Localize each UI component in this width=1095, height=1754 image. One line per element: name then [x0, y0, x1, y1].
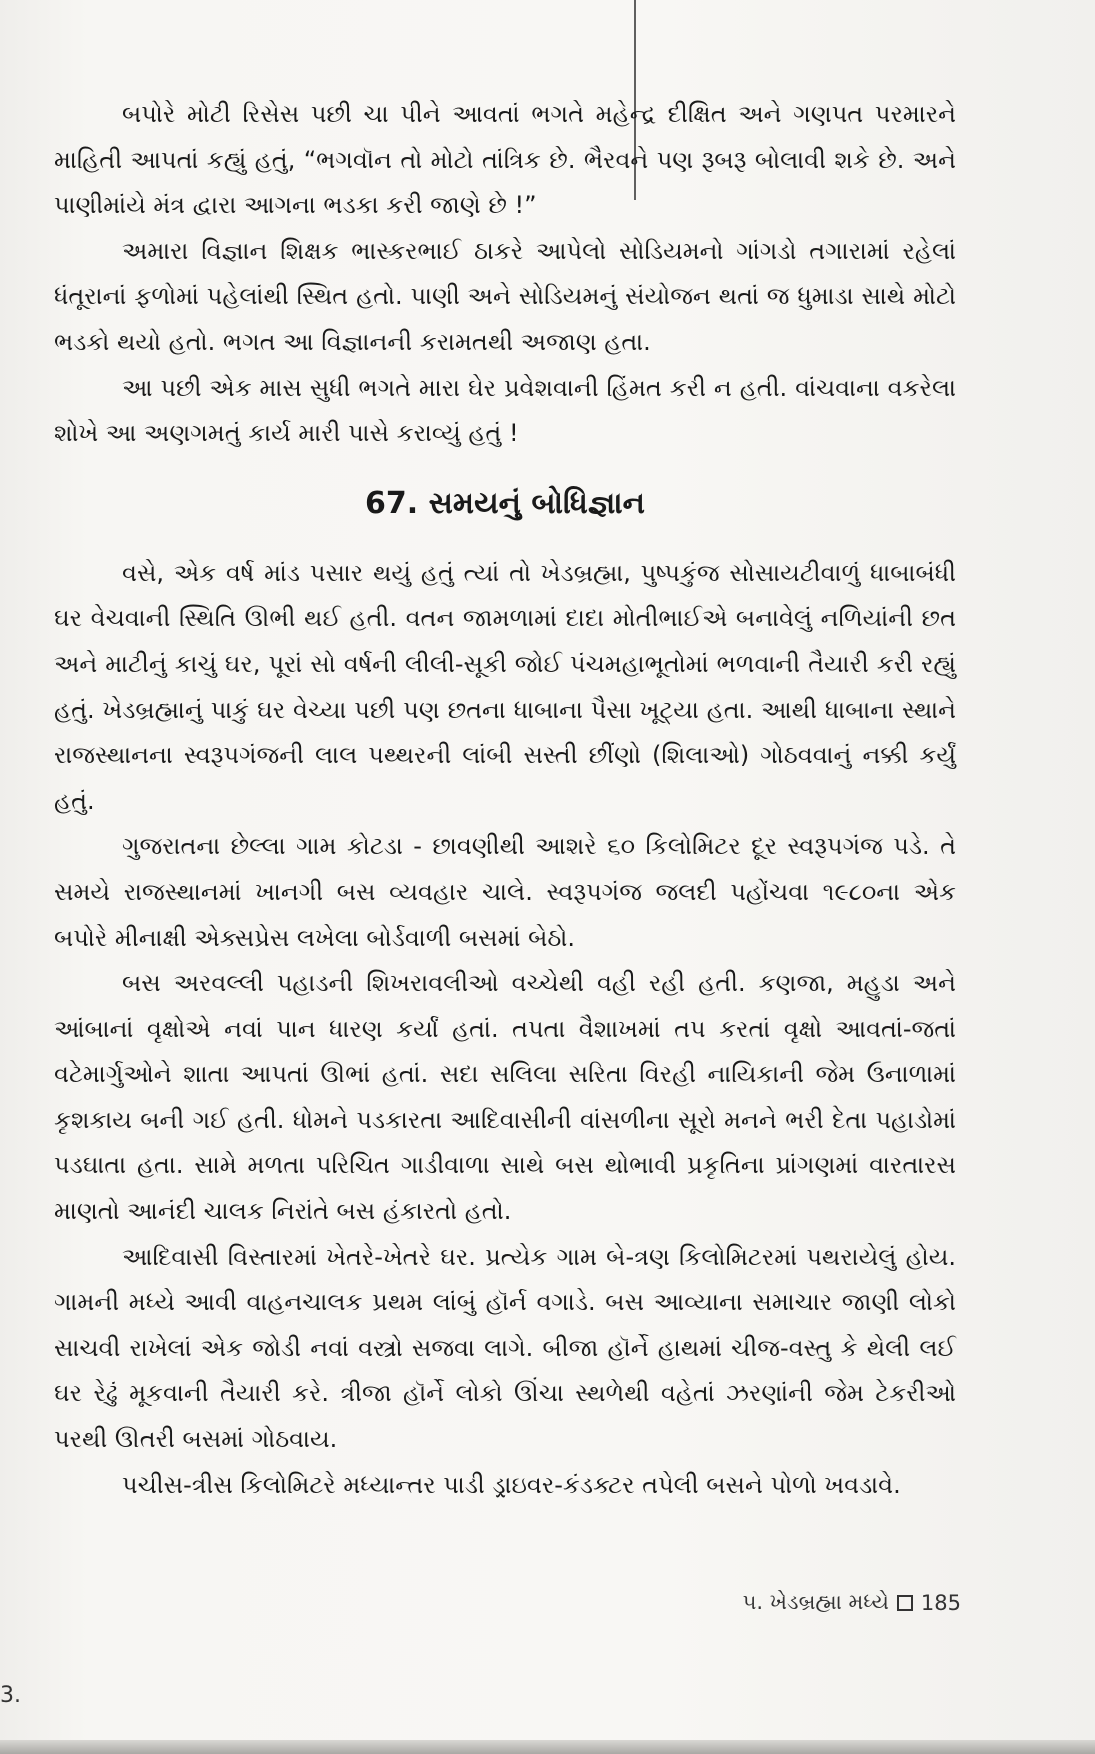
paragraph-8: પચીસ-ત્રીસ કિલોમિટરે મધ્યાન્તર પાડી ડ્રાઇવર-કંડક્ટર તપેલી બસને પોળો ખવડાવે.: [122, 1470, 901, 1499]
paragraph-3: આ પછી એક માસ સુધી ભગતે મારા ઘેર પ્રવેશવાની હિંમત કરી ન હતી. વાંચવાના વકરેલા શોખે આ અણગમતું કાર્ય મારી પાસે કરાવ્યું હતું !: [54, 373, 956, 448]
corner-mark: 3.: [0, 1683, 21, 1708]
page-number: 185: [920, 1590, 961, 1615]
paragraph-2: અમારા વિજ્ઞાન શિક્ષક ભાસ્કરભાઈ ઠાકરે આપેલો સોડિયમનો ગાંગડો તગારામાં રહેલાં ધંતૂરાનાં ફળોમાં પહેલાંથી સ્થિત હતો. પાણી અને સોડિયમનું સંયોજન થતાં જ ધુમાડા સાથે મોટો ભડકો થયો હતો. ભગત આ વિજ્ઞાનની કરામતથી અજાણ હતા.: [54, 236, 956, 356]
paragraph-1: બપોરે મોટી રિસેસ પછી ચા પીને આવતાં ભગતે મહેન્દ્ર દીક્ષિત અને ગણપત પરમારને માહિતી આપતાં કહ્યું હતું, “ભગવૉન તો મોટો તાંત્રિક છે. ભૈરવને પણ રૂબરૂ બોલાવી શકે છે. અને પાણીમાંયે મંત્ર દ્વારા આગના ભડકા કરી જાણે છે !”: [54, 100, 956, 220]
paragraph-6: બસ અરવલ્લી પહાડની શિખરાવલીઓ વચ્ચેથી વહી રહી હતી. કણજા, મહુડા અને આંબાનાં વૃક્ષોએ નવાં પાન ધારણ કર્યાં હતાં. તપતા વૈશાખમાં તપ કરતાં વૃક્ષો આવતાં-જતાં વટેમાર્ગુઓને શાતા આપતાં ઊભાં હતાં. સદા સલિલા સરિતા વિરહી નાયિકાની જેમ ઉનાળામાં કૃશકાય બની ગઈ હતી. ધોમને પડકારતા આદિવાસીની વાંસળીના સૂરો મનને ભરી દેતા પહાડોમાં પડઘાતા હતા. સામે મળતા પરિચિત ગાડીવાળા સાથે બસ થોભાવી પ્રકૃતિના પ્રાંગણમાં વારતારસ માણતો આનંદી ચાલક નિરાંતે બસ હંકારતો હતો.: [54, 969, 956, 1226]
page-body: [54, 92, 956, 1508]
paragraph-7: આદિવાસી વિસ્તારમાં ખેતરે-ખેતરે ઘર. પ્રત્યેક ગામ બે-ત્રણ કિલોમિટરમાં પથરાયેલું હોય. ગામની મધ્યે આવી વાહનચાલક પ્રથમ લાંબું હૉર્ન વગાડે. બસ આવ્યાના સમાચાર જાણી લોકો સાચવી રાખેલાં એક જોડી નવાં વસ્ત્રો સજવા લાગે. બીજા હૉર્ને હાથમાં ચીજ-વસ્તુ કે થેલી લઈ ઘર રેઢું મૂકવાની તૈયારી કરે. ત્રીજા હૉર્ને લોકો ઊંચા સ્થળેથી વહેતાં ઝરણાંની જેમ ટેકરીઓ પરથી ઊતરી બસમાં ગોઠવાય.: [54, 1242, 956, 1454]
paragraph-4: વસે, એક વર્ષ માંડ પસાર થયું હતું ત્યાં તો ખેડબ્રહ્મા, પુષ્પકુંજ સોસાયટીવાળું ધાબાબંધી ઘર વેચવાની સ્થિતિ ઊભી થઈ હતી. વતન જામળામાં દાદા મોતીભાઈએ બનાવેલું નળિયાંની છત અને માટીનું કાચું ઘર, પૂરાં સો વર્ષની લીલી-સૂકી જોઈ પંચમહાભૂતોમાં ભળવાની તૈયારી કરી રહ્યું હતું. ખેડબ્રહ્માનું પાકું ઘર વેચ્યા પછી પણ છતના ધાબાના પૈસા ખૂટ્યા હતા. આથી ધાબાના સ્થાને રાજસ્થાનના સ્વરૂપગંજની લાલ પથ્થરની લાંબી સસ્તી છીંણો (શિલાઓ) ગોઠવવાનું નક્કી કર્યું હતું.: [54, 558, 956, 815]
square-box-icon: [897, 1595, 913, 1611]
page-bottom-edge: [0, 1740, 1095, 1754]
footer-chapter-title: ૫. ખેડબ્રહ્મા મધ્યે: [742, 1590, 889, 1614]
paragraph-5: ગુજરાતના છેલ્લા ગામ કોટડા - છાવણીથી આશરે ૬૦ કિલોમિટર દૂર સ્વરૂપગંજ પડે. તે સમયે રાજસ્થાનમાં ખાનગી બસ વ્યવહાર ચાલે. સ્વરૂપગંજ જલદી પહોંચવા ૧૯૮૦ના એક બપોરે મીનાક્ષી એક્સપ્રેસ લખેલા બોર્ડવાળી બસમાં બેઠો.: [54, 832, 956, 952]
chapter-heading: 67. સમયનું બોધિજ્ઞાન: [365, 485, 645, 521]
page-footer: [743, 1590, 961, 1615]
